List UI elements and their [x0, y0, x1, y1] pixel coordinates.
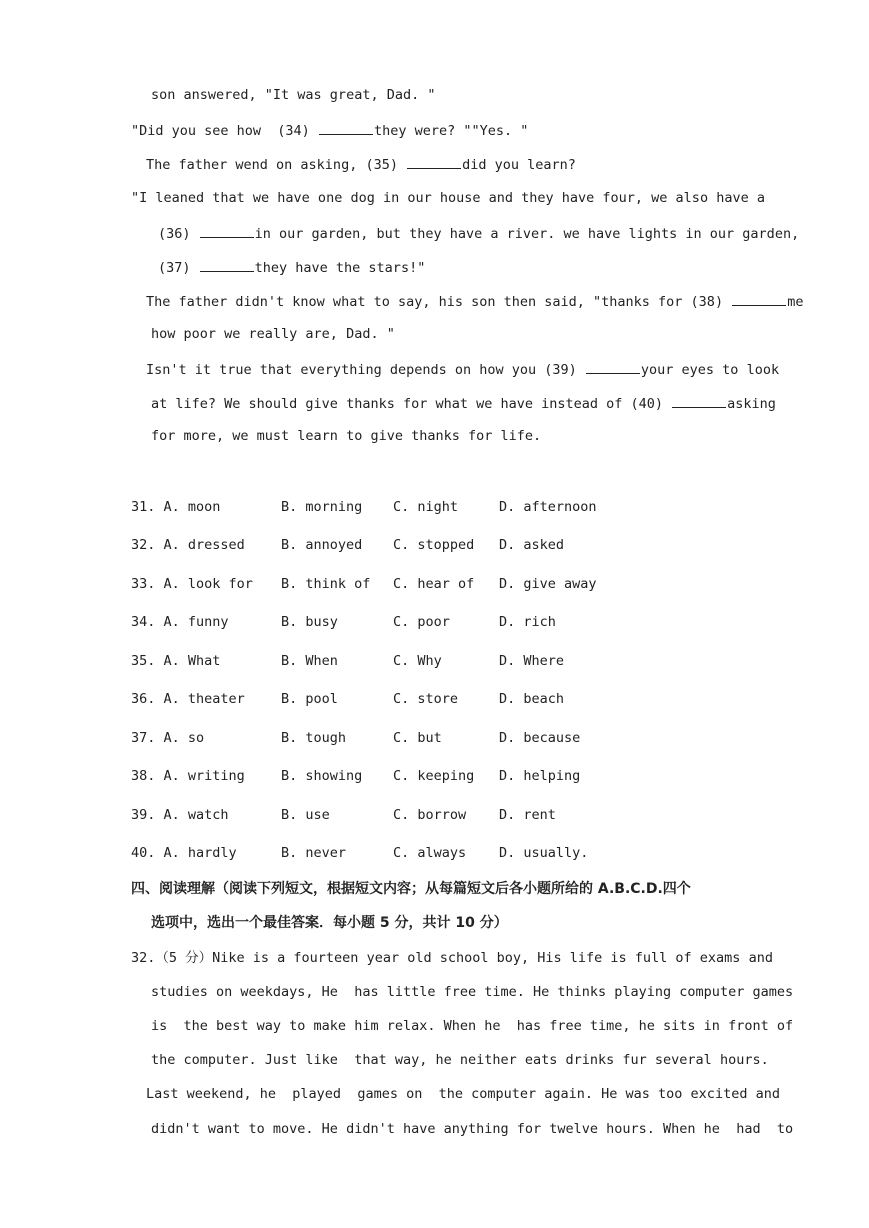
- passage-text: asking: [727, 396, 776, 412]
- option-row-37: [131, 729, 691, 747]
- option-c[interactable]: C. store: [393, 691, 459, 707]
- passage-text: they have the stars!": [254, 260, 426, 276]
- option-c[interactable]: C. stopped: [393, 537, 475, 553]
- answer-blank-38[interactable]: [732, 291, 786, 306]
- passage-line-1: son answered, "It was great, Dad. ": [151, 87, 436, 103]
- option-d[interactable]: D. beach: [499, 691, 565, 707]
- passage-text: your eyes to look: [640, 362, 780, 378]
- option-b[interactable]: B. When: [281, 653, 338, 669]
- passage-text: at life? We should give thanks for what we have instead of (40): [151, 396, 672, 412]
- answer-blank-34[interactable]: [319, 120, 373, 135]
- option-a[interactable]: 31. A. moon: [131, 499, 221, 515]
- option-c[interactable]: C. night: [393, 499, 459, 515]
- passage-line-6: [158, 257, 425, 277]
- reading-line-5: Last weekend, he played games on the computer again. He was too excited and: [146, 1086, 780, 1102]
- option-c[interactable]: C. poor: [393, 614, 450, 630]
- passage-text: Isn't it true that everything depends on how you (39): [146, 362, 585, 378]
- passage-line-5: [158, 223, 799, 243]
- section-heading-line-2: 选项中，选出一个最佳答案．每小题 5 分，共计 10 分）: [151, 915, 508, 931]
- passage-text: (36): [158, 226, 199, 242]
- passage-line-4: "I leaned that we have one dog in our house and they have four, we also have a: [131, 190, 765, 206]
- option-b[interactable]: B. use: [281, 807, 330, 823]
- option-c[interactable]: C. Why: [393, 653, 442, 669]
- option-b[interactable]: B. tough: [281, 730, 347, 746]
- passage-line-8: how poor we really are, Dad. ": [151, 326, 395, 342]
- option-a[interactable]: 32. A. dressed: [131, 537, 245, 553]
- passage-text: (37): [158, 260, 199, 276]
- section-heading-line-1: 四、阅读理解（阅读下列短文，根据短文内容；从每篇短文后各小题所给的 A.B.C.D.四个: [131, 881, 691, 897]
- option-c[interactable]: C. borrow: [393, 807, 467, 823]
- answer-blank-39[interactable]: [586, 359, 640, 374]
- option-a[interactable]: 34. A. funny: [131, 614, 229, 630]
- answer-blank-35[interactable]: [407, 154, 461, 169]
- passage-text: The father wend on asking, (35): [146, 157, 407, 173]
- passage-text: they were? ""Yes. ": [373, 123, 529, 139]
- option-a[interactable]: 33. A. look for: [131, 576, 253, 592]
- option-b[interactable]: B. busy: [281, 614, 338, 630]
- option-d[interactable]: D. afternoon: [499, 499, 597, 515]
- option-row-33: [131, 575, 691, 593]
- passage-line-9: [146, 359, 779, 379]
- answer-blank-37[interactable]: [200, 257, 254, 272]
- option-row-36: [131, 690, 691, 708]
- passage-line-3: [146, 154, 576, 174]
- option-b[interactable]: B. think of: [281, 576, 371, 592]
- option-a[interactable]: 35. A. What: [131, 653, 221, 669]
- option-b[interactable]: B. annoyed: [281, 537, 363, 553]
- option-d[interactable]: D. because: [499, 730, 581, 746]
- reading-line-3: is the best way to make him relax. When he has free time, he sits in front of: [151, 1018, 794, 1034]
- reading-line-4: the computer. Just like that way, he neither eats drinks fur several hours.: [151, 1052, 769, 1068]
- passage-line-10: [151, 393, 776, 413]
- reading-line-6: didn't want to move. He didn't have anything for twelve hours. When he had to: [151, 1121, 794, 1137]
- option-d[interactable]: D. rent: [499, 807, 556, 823]
- option-row-34: [131, 613, 691, 631]
- option-b[interactable]: B. showing: [281, 768, 363, 784]
- option-row-39: [131, 806, 691, 824]
- option-c[interactable]: C. always: [393, 845, 467, 861]
- passage-text: me: [787, 294, 804, 310]
- option-row-40: [131, 844, 691, 862]
- option-row-32: [131, 536, 691, 554]
- option-c[interactable]: C. hear of: [393, 576, 475, 592]
- answer-blank-40[interactable]: [672, 393, 726, 408]
- option-a[interactable]: 40. A. hardly: [131, 845, 237, 861]
- option-d[interactable]: D. give away: [499, 576, 597, 592]
- option-row-35: [131, 652, 691, 670]
- passage-line-7: [146, 291, 803, 311]
- passage-line-11: for more, we must learn to give thanks for life.: [151, 428, 542, 444]
- option-row-38: [131, 767, 691, 785]
- option-row-31: [131, 498, 691, 516]
- option-a[interactable]: 37. A. so: [131, 730, 205, 746]
- reading-line-2: studies on weekdays, He has little free time. He thinks playing computer games: [151, 984, 794, 1000]
- passage-text: in our garden, but they have a river. we have lights in our garden,: [254, 226, 800, 242]
- answer-blank-36[interactable]: [200, 223, 254, 238]
- option-d[interactable]: D. rich: [499, 614, 556, 630]
- passage-text: did you learn?: [462, 157, 576, 173]
- option-a[interactable]: 39. A. watch: [131, 807, 229, 823]
- option-b[interactable]: B. never: [281, 845, 347, 861]
- option-b[interactable]: B. pool: [281, 691, 338, 707]
- option-a[interactable]: 38. A. writing: [131, 768, 245, 784]
- option-d[interactable]: D. helping: [499, 768, 581, 784]
- passage-line-2: [131, 120, 528, 140]
- option-d[interactable]: D. Where: [499, 653, 565, 669]
- option-c[interactable]: C. keeping: [393, 768, 475, 784]
- option-c[interactable]: C. but: [393, 730, 442, 746]
- passage-text: "Did you see how (34): [131, 123, 318, 139]
- option-a[interactable]: 36. A. theater: [131, 691, 245, 707]
- option-d[interactable]: D. usually.: [499, 845, 589, 861]
- reading-line-1: 32.（5 分）Nike is a fourteen year old school boy, His life is full of exams and: [131, 950, 773, 966]
- option-b[interactable]: B. morning: [281, 499, 363, 515]
- option-d[interactable]: D. asked: [499, 537, 565, 553]
- passage-text: The father didn't know what to say, his son then said, "thanks for (38): [146, 294, 732, 310]
